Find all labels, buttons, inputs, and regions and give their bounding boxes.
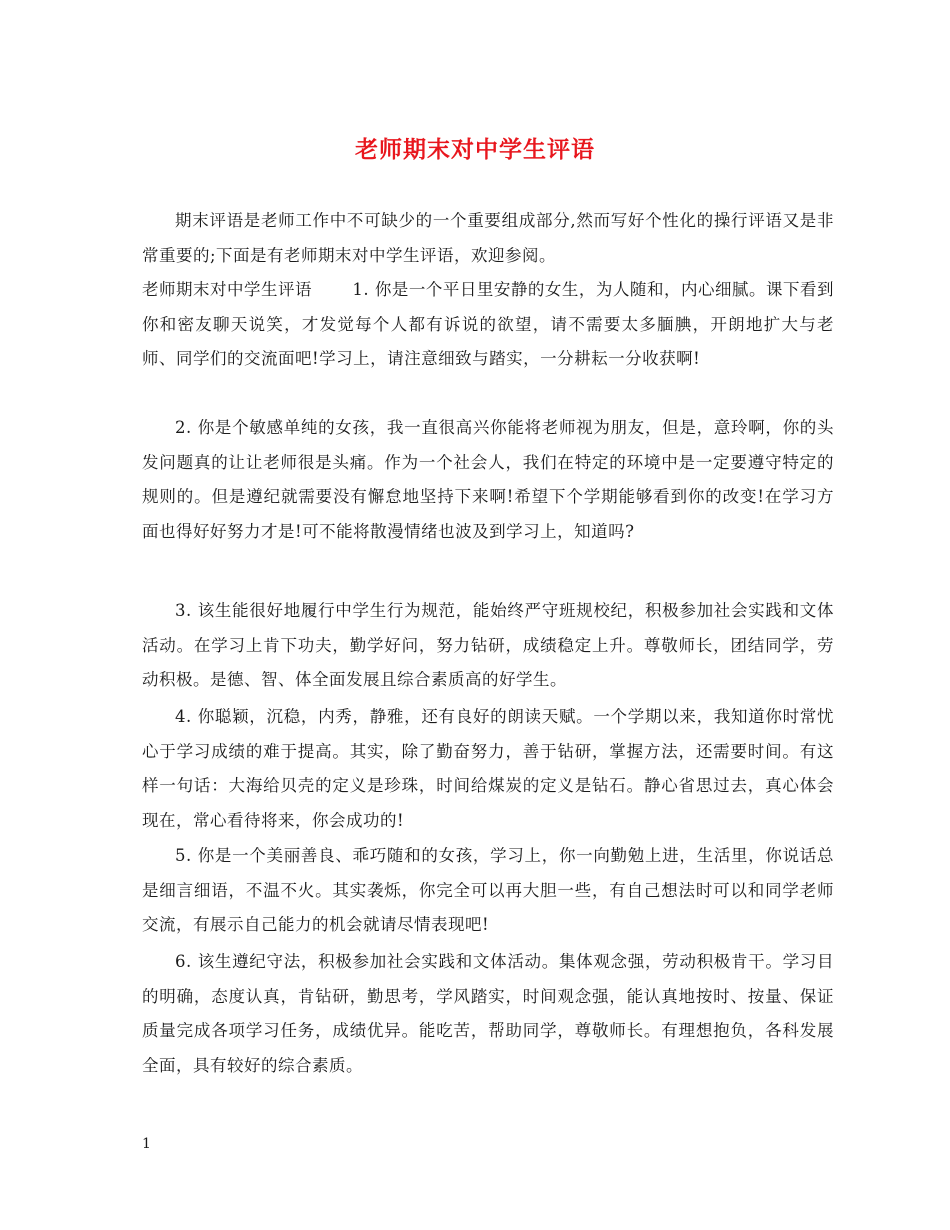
item-paragraph-2: 2. 你是个敏感单纯的女孩，我一直很高兴你能将老师视为朋友，但是，意玲啊，你的头发问题真的让让老师很是头痛。作为一个社会人，我们在特定的环境中是一定要遵守特定的规则的。但是遵纪就需要没有懈怠地坚持下来啊!希望下个学期能够看到你的改变!在学习方面也得好好努力才是!可不能将散漫情绪也波及到学习上，知道吗? xyxy=(142,418,834,541)
item-paragraph-1 xyxy=(142,273,834,377)
item-paragraph-6: 6. 该生遵纪守法，积极参加社会实践和文体活动。集体观念强，劳动积极肯干。学习目的明确，态度认真，肯钻研，勤思考，学风踏实，时间观念强，能认真地按时、按量、保证质量完成各项学习任务，成绩优异。能吃苦，帮助同学，尊敬师长。有理想抱负，各科发展全面，具有较好的综合素质。 xyxy=(142,952,834,1075)
page-title: 老师期末对中学生评语 xyxy=(355,136,595,163)
page-number: 1 xyxy=(142,1136,151,1152)
item-paragraph-5: 5. 你是一个美丽善良、乖巧随和的女孩，学习上，你一向勤勉上进，生活里，你说话总是细言细语，不温不火。其实袭烁，你完全可以再大胆一些，有自己想法时可以和同学老师交流，有展示自己能力的机会就请尽情表现吧! xyxy=(142,846,834,935)
intro-paragraph: 期末评语是老师工作中不可缺少的一个重要组成部分,然而写好个性化的操行评语又是非常重要的;下面是有老师期末对中学生评语，欢迎参阅。 xyxy=(142,211,834,265)
item-paragraph-3: 3. 该生能很好地履行中学生行为规范，能始终严守班规校纪，积极参加社会实践和文体活动。在学习上肯下功夫，勤学好问，努力钻研，成绩稳定上升。尊敬师长，团结同学，劳动积极。是德、智、体全面发展且综合素质高的好学生。 xyxy=(142,601,834,690)
section-reference: 老师期末对中学生评语 xyxy=(142,280,313,299)
item-paragraph-4: 4. 你聪颖，沉稳，内秀，静雅，还有良好的朗读天赋。一个学期以来，我知道你时常忧心于学习成绩的难于提高。其实，除了勤奋努力，善于钻研，掌握方法，还需要时间。有这样一句话：大海给贝壳的定义是珍珠，时间给煤炭的定义是钻石。静心省思过去，真心体会现在，常心看待将来，你会成功的! xyxy=(142,707,834,830)
item-text-1: 1. 你是一个平日里安静的女生，为人随和，内心细腻。课下看到你和密友聊天说笑，才发觉每个人都有诉说的欲望，请不需要太多腼腆，开朗地扩大与老师、同学们的交流面吧!学习上，请注意细致与踏实，一分耕耘一分收获啊! xyxy=(142,280,835,369)
